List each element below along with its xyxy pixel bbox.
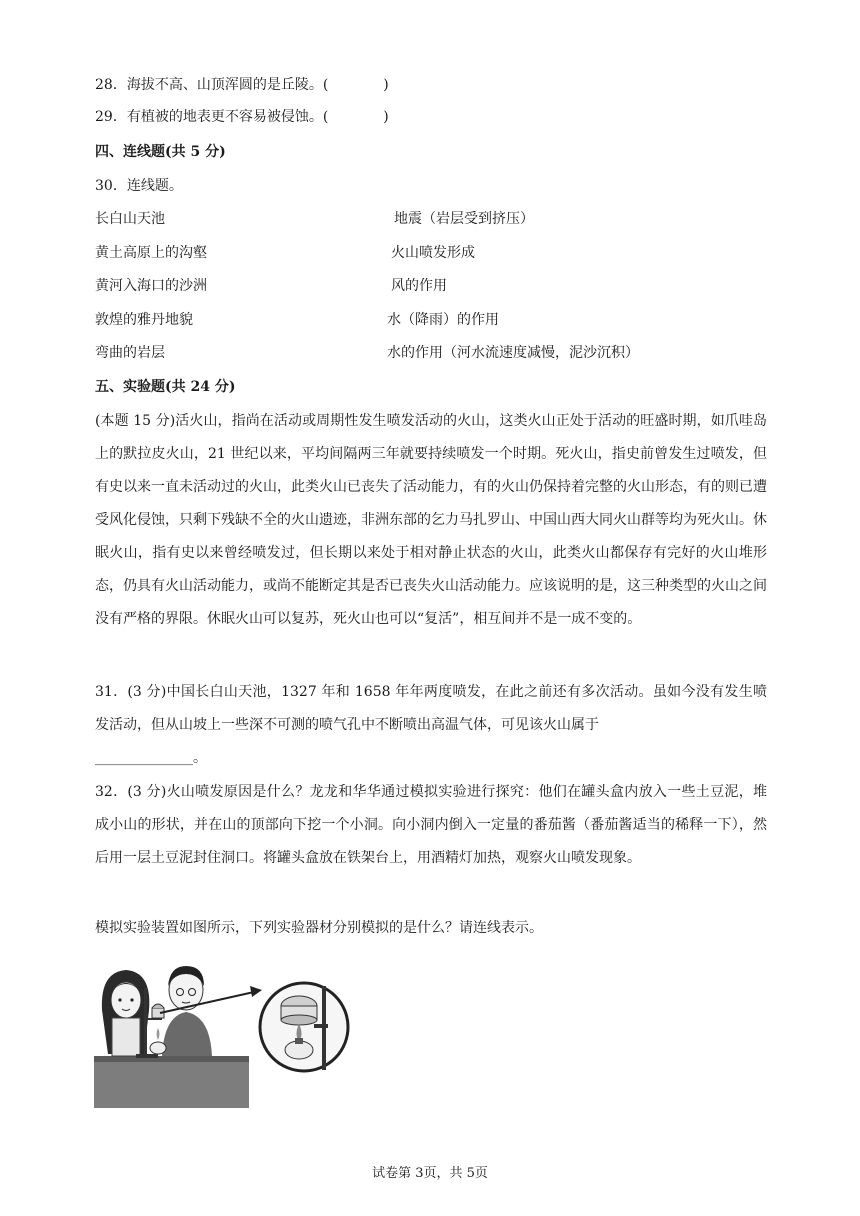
- match-left-item: 长白山天池: [95, 211, 165, 227]
- question-32: 32．(3 分)火山喷发原因是什么？龙龙和华华通过模拟实验进行探究：他们在罐头盒内放入一些土豆泥，堆成小山的形状，并在山的顶部向下挖一个小洞。向小洞内倒入一定量的番茄酱（番茄酱适当的稀释一下），然后用一层土豆泥封住洞口。将罐头盒放在铁架台上，用酒精灯加热，观察火山喷发现象。: [95, 784, 767, 866]
- match-left-item: 黄土高原上的沟壑: [95, 245, 207, 261]
- match-right-item: 火山喷发形成: [391, 245, 475, 261]
- volcano-passage: (本题 15 分)活火山，指尚在活动或周期性发生喷发活动的火山，这类火山正处于活动的旺盛时期，如爪哇岛上的默拉皮火山，21 世纪以来，平均间隔两三年就要持续喷发一个时期。死火山，指史前曾发生过喷发，但有史以来一直未活动过的火山，此类火山已丧失了活动能力，有的火山仍保持着完整的火山形态，有的则已遭受风化侵蚀，只剩下残缺不全的火山遗迹，非洲东部的乞力马扎罗山、中国山西大同火山群等均为死火山。休眠火山，指有史以来曾经喷发过，但长期以来处于相对静止状态的火山，此类火山都保存有完好的火山堆形态，仍具有火山活动能力，或尚不能断定其是否已丧失火山活动能力。应该说明的是，这三种类型的火山之间没有严格的界限。休眠火山可以复苏，死火山也可以“复活”，相互间并不是一成不变的。: [95, 413, 767, 627]
- page-footer: 试卷第 3页，共 5页: [372, 1166, 488, 1181]
- section-4-heading: 四、连线题(共 5 分): [95, 144, 226, 160]
- question-31: 31．(3 分)中国长白山天池，1327 年和 1658 年年两度喷发，在此之前还有多次活动。虽如今没有发生喷发活动，但从山坡上一些深不可测的喷气孔中不断喷出高温气体，可见该火山属于 ______________。: [95, 684, 767, 766]
- match-right-item: 风的作用: [391, 278, 447, 294]
- match-left-item: 弯曲的岩层: [95, 345, 165, 361]
- match-left-item: 黄河入海口的沙洲: [95, 278, 207, 294]
- match-right-item: 水（降雨）的作用: [387, 312, 499, 328]
- question-32-instruction: 模拟实验装置如图所示，下列实验器材分别模拟的是什么？请连线表示。: [95, 920, 543, 936]
- section-5-heading: 五、实验题(共 24 分): [95, 379, 236, 395]
- answer-blank: ______________。: [95, 750, 207, 766]
- match-right-item: 水的作用（河水流速度减慢，泥沙沉积）: [387, 345, 639, 361]
- question-30: 30．连线题。: [95, 178, 183, 194]
- question-28: 28．海拔不高、山顶浑圆的是丘陵。( ): [95, 77, 389, 93]
- match-right-item: 地震（岩层受到挤压）: [394, 211, 534, 227]
- experiment-illustration: [94, 962, 356, 1108]
- match-left-item: 敦煌的雅丹地貌: [95, 312, 193, 328]
- question-29: 29．有植被的地表更不容易被侵蚀。( ): [95, 109, 389, 125]
